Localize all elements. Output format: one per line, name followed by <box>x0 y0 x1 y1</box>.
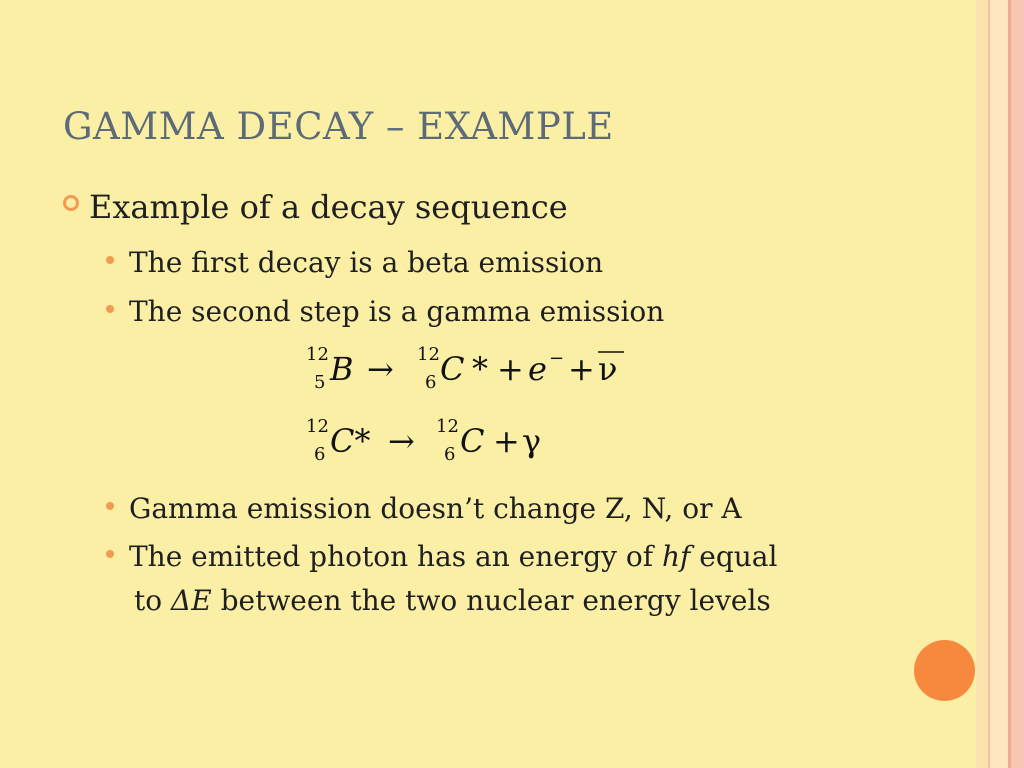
main-bullet-text: Example of a decay sequence <box>89 188 568 226</box>
plus-sign: + <box>497 350 524 388</box>
hf-term: hf <box>661 540 691 573</box>
gamma-decay-equation <box>300 412 600 472</box>
border-stripe <box>1011 0 1024 768</box>
sub-bullet-no-change <box>106 487 742 531</box>
element-symbol: C <box>460 422 485 460</box>
sub-bullet-text: The emitted photon has an energy of <box>129 540 662 573</box>
dot-bullet-icon <box>106 502 114 510</box>
electron-charge: − <box>549 348 565 369</box>
excited-star: * <box>472 350 488 388</box>
beta-decay-equation <box>300 340 660 400</box>
mass-number: 12 <box>436 416 459 437</box>
right-border-stripes <box>976 0 1024 768</box>
sub-bullet-text: between the two nuclear energy levels <box>211 584 771 617</box>
electron-symbol: e <box>528 350 547 388</box>
element-symbol: B <box>330 350 354 388</box>
sub-bullet-photon-energy <box>106 535 777 579</box>
mass-number: 12 <box>306 344 329 365</box>
border-stripe <box>990 0 1008 768</box>
sub-bullet-beta <box>106 241 603 285</box>
arrow: → <box>388 422 415 460</box>
mass-number: 12 <box>306 416 329 437</box>
sub-bullet-text: to <box>134 584 172 617</box>
slide-title: GAMMA DECAY – EXAMPLE <box>63 105 614 148</box>
plus-sign: + <box>493 422 520 460</box>
sub-bullet-text: The first decay is a beta emission <box>129 246 604 279</box>
gamma-symbol: γ <box>522 422 542 460</box>
element-symbol: C <box>440 350 465 388</box>
atomic-number: 6 <box>314 444 326 465</box>
arrow: → <box>367 350 394 388</box>
dot-bullet-icon <box>106 305 114 313</box>
atomic-number: 5 <box>314 372 326 393</box>
atomic-number: 6 <box>425 372 437 393</box>
sub-bullet-photon-energy-line2 <box>134 579 771 623</box>
ring-bullet-icon <box>63 195 79 211</box>
sub-bullet-text: The second step is a gamma emission <box>129 295 665 328</box>
main-bullet <box>63 188 568 226</box>
border-stripe <box>976 0 988 768</box>
dot-bullet-icon <box>106 550 114 558</box>
atomic-number: 6 <box>444 444 456 465</box>
mass-number: 12 <box>417 344 440 365</box>
element-symbol: C* <box>330 422 371 460</box>
decorative-orange-circle <box>914 640 975 701</box>
plus-sign: + <box>568 350 595 388</box>
sub-bullet-text: equal <box>690 540 778 573</box>
neutrino-symbol: ν <box>598 350 618 388</box>
delta-e-term: ΔE <box>171 584 212 617</box>
dot-bullet-icon <box>106 256 114 264</box>
sub-bullet-text: Gamma emission doesn’t change Z, N, or A <box>129 492 742 525</box>
sub-bullet-gamma <box>106 290 664 334</box>
